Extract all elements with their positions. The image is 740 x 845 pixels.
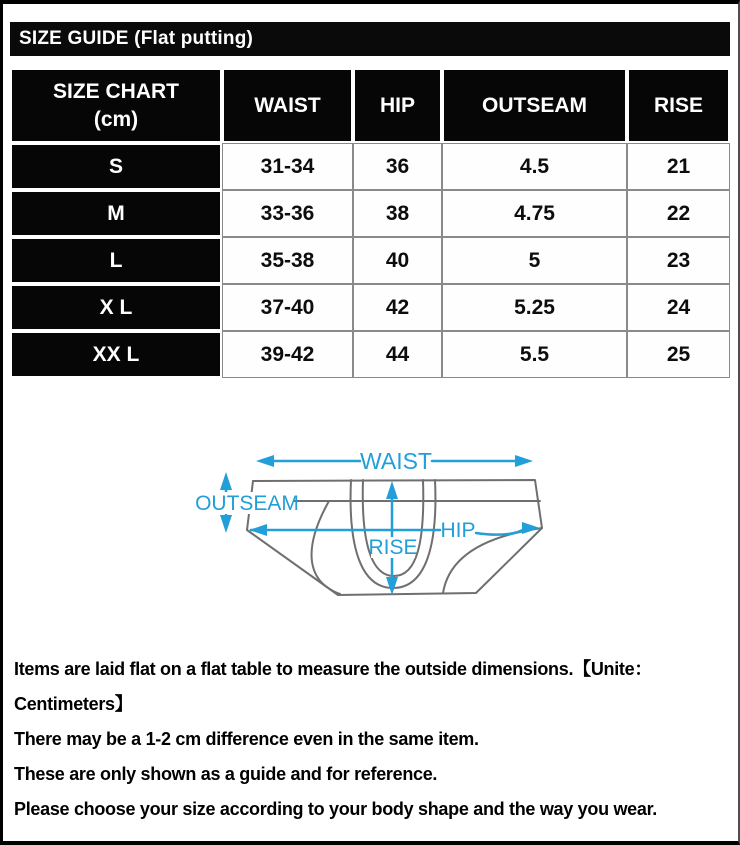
rise-cell: 21 <box>627 143 730 190</box>
outseam-label: OUTSEAM <box>195 492 299 515</box>
waist-cell: 35-38 <box>222 237 353 284</box>
note-line: Items are laid flat on a flat table to measure the outside dimensions.【Unite： <box>14 659 653 679</box>
hip-cell: 42 <box>353 284 442 331</box>
waist-cell: 37-40 <box>222 284 353 331</box>
header-size-chart <box>10 68 222 143</box>
hip-arrow <box>249 522 540 536</box>
note-line: Centimeters】 <box>14 694 133 714</box>
waist-label: WAIST <box>360 448 432 474</box>
title-bar <box>10 22 730 56</box>
note-line: Please choose your size according to your body shape and the way you wear. <box>14 799 658 819</box>
outseam-cell: 5.25 <box>442 284 627 331</box>
waist-cell: 31-34 <box>222 143 353 190</box>
briefs-measurement-diagram <box>3 430 738 650</box>
hip-cell: 40 <box>353 237 442 284</box>
hip-cell: 36 <box>353 143 442 190</box>
header-size-chart-line1: SIZE CHART <box>53 80 179 104</box>
rise-cell: 24 <box>627 284 730 331</box>
table-header-row <box>10 68 730 143</box>
hip-cell: 38 <box>353 190 442 237</box>
outseam-cell: 4.75 <box>442 190 627 237</box>
rise-cell: 25 <box>627 331 730 378</box>
rise-label: RISE <box>368 536 418 559</box>
waist-cell: 33-36 <box>222 190 353 237</box>
note-line: There may be a 1-2 cm difference even in the same item. <box>14 729 479 749</box>
hip-label: HIP <box>440 519 476 542</box>
note-line: These are only shown as a guide and for reference. <box>14 764 438 784</box>
size-label-cell: S <box>10 143 222 190</box>
header-size-chart-line2: (cm) <box>93 107 139 131</box>
table-row <box>10 284 730 331</box>
rise-cell: 22 <box>627 190 730 237</box>
outseam-cell: 5 <box>442 237 627 284</box>
measurement-notes <box>14 652 736 827</box>
size-chart-table <box>10 68 730 378</box>
hip-cell: 44 <box>353 331 442 378</box>
outseam-cell: 4.5 <box>442 143 627 190</box>
page-title: SIZE GUIDE (Flat putting) <box>19 28 254 49</box>
size-label-cell: M <box>10 190 222 237</box>
header-waist: WAIST <box>222 68 353 143</box>
table-row <box>10 190 730 237</box>
waist-cell: 39-42 <box>222 331 353 378</box>
rise-cell: 23 <box>627 237 730 284</box>
header-outseam: OUTSEAM <box>442 68 627 143</box>
table-row <box>10 237 730 284</box>
size-label-cell: L <box>10 237 222 284</box>
table-row <box>10 143 730 190</box>
size-label-cell: XX L <box>10 331 222 378</box>
header-rise: RISE <box>627 68 730 143</box>
header-hip: HIP <box>353 68 442 143</box>
table-row <box>10 331 730 378</box>
outseam-cell: 5.5 <box>442 331 627 378</box>
size-label-cell: X L <box>10 284 222 331</box>
